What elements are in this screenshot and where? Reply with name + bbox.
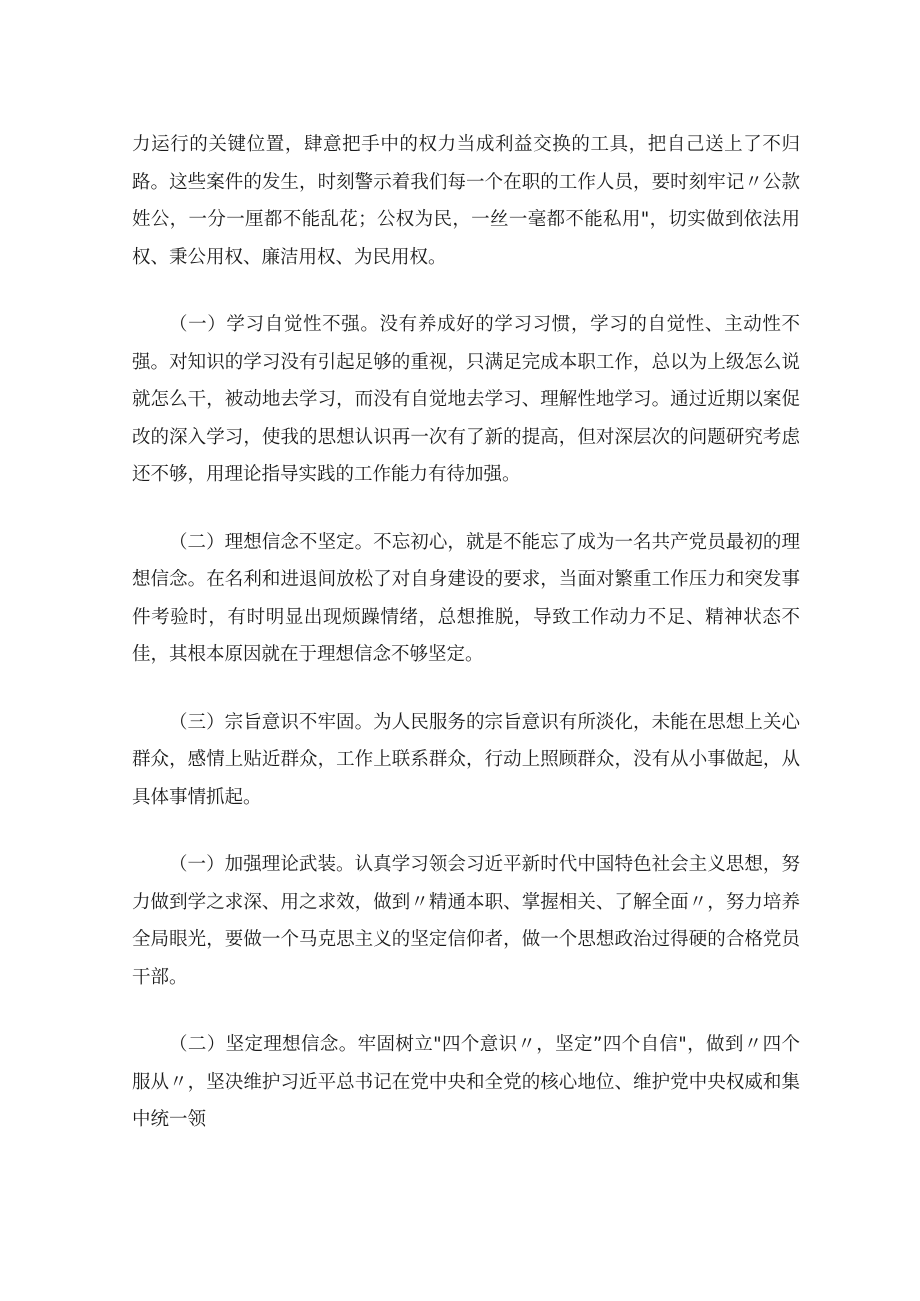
paragraph-3: （二）理想信念不坚定。不忘初心，就是不能忘了成为一名共产党员最初的理想信念。在名利和进退间放松了对自身建设的要求，当面对繁重工作压力和突发事件考验时，有时明显出现烦躁情绪，总想推脱，导致工作动力不足、精神状态不佳，其根本原因就在于理想信念不够坚定。 <box>132 531 800 665</box>
paragraph-6: （二）坚定理想信念。牢固树立"四个意识〃，坚定”四个自信"，做到〃四个服从〃，坚决维护习近平总书记在党中央和全党的核心地位、维护党中央权威和集中统一领 <box>132 1034 800 1130</box>
paragraph-4: （三）宗旨意识不牢固。为人民服务的宗旨意识有所淡化，未能在思想上关心群众，感情上贴近群众，工作上联系群众，行动上照顾群众，没有从小事做起，从具体事情抓起。 <box>132 711 800 808</box>
paragraph-1: 力运行的关键位置，肆意把手中的权力当成利益交换的工具，把自己送上了不归路。这些案件的发生，时刻警示着我们每一个在职的工作人员，要时刻牢记〃公款姓公，一分一厘都不能乱花；公权为民，一丝一毫都不能私用"，切实做到依法用权、秉公用权、廉洁用权、为民用权。 <box>132 134 800 268</box>
paragraph-2: （一）学习自觉性不强。没有养成好的学习习惯，学习的自觉性、主动性不强。对知识的学习没有引起足够的重视，只满足完成本职工作，总以为上级怎么说就怎么干，被动地去学习，而没有自觉地去学习、理解性地学习。通过近期以案促改的深入学习，使我的思想认识再一次有了新的提高，但对深层次的问题研究考虑还不够，用理论指导实践的工作能力有待加强。 <box>132 314 800 485</box>
document-body <box>132 126 800 1139</box>
paragraph-5: （一）加强理论武装。认真学习领会习近平新时代中国特色社会主义思想，努力做到学之求深、用之求效，做到〃精通本职、掌握相关、了解全面〃，努力培养全局眼光，要做一个马克思主义的坚定信仰者，做一个思想政治过得硬的合格党员干部。 <box>132 854 800 988</box>
